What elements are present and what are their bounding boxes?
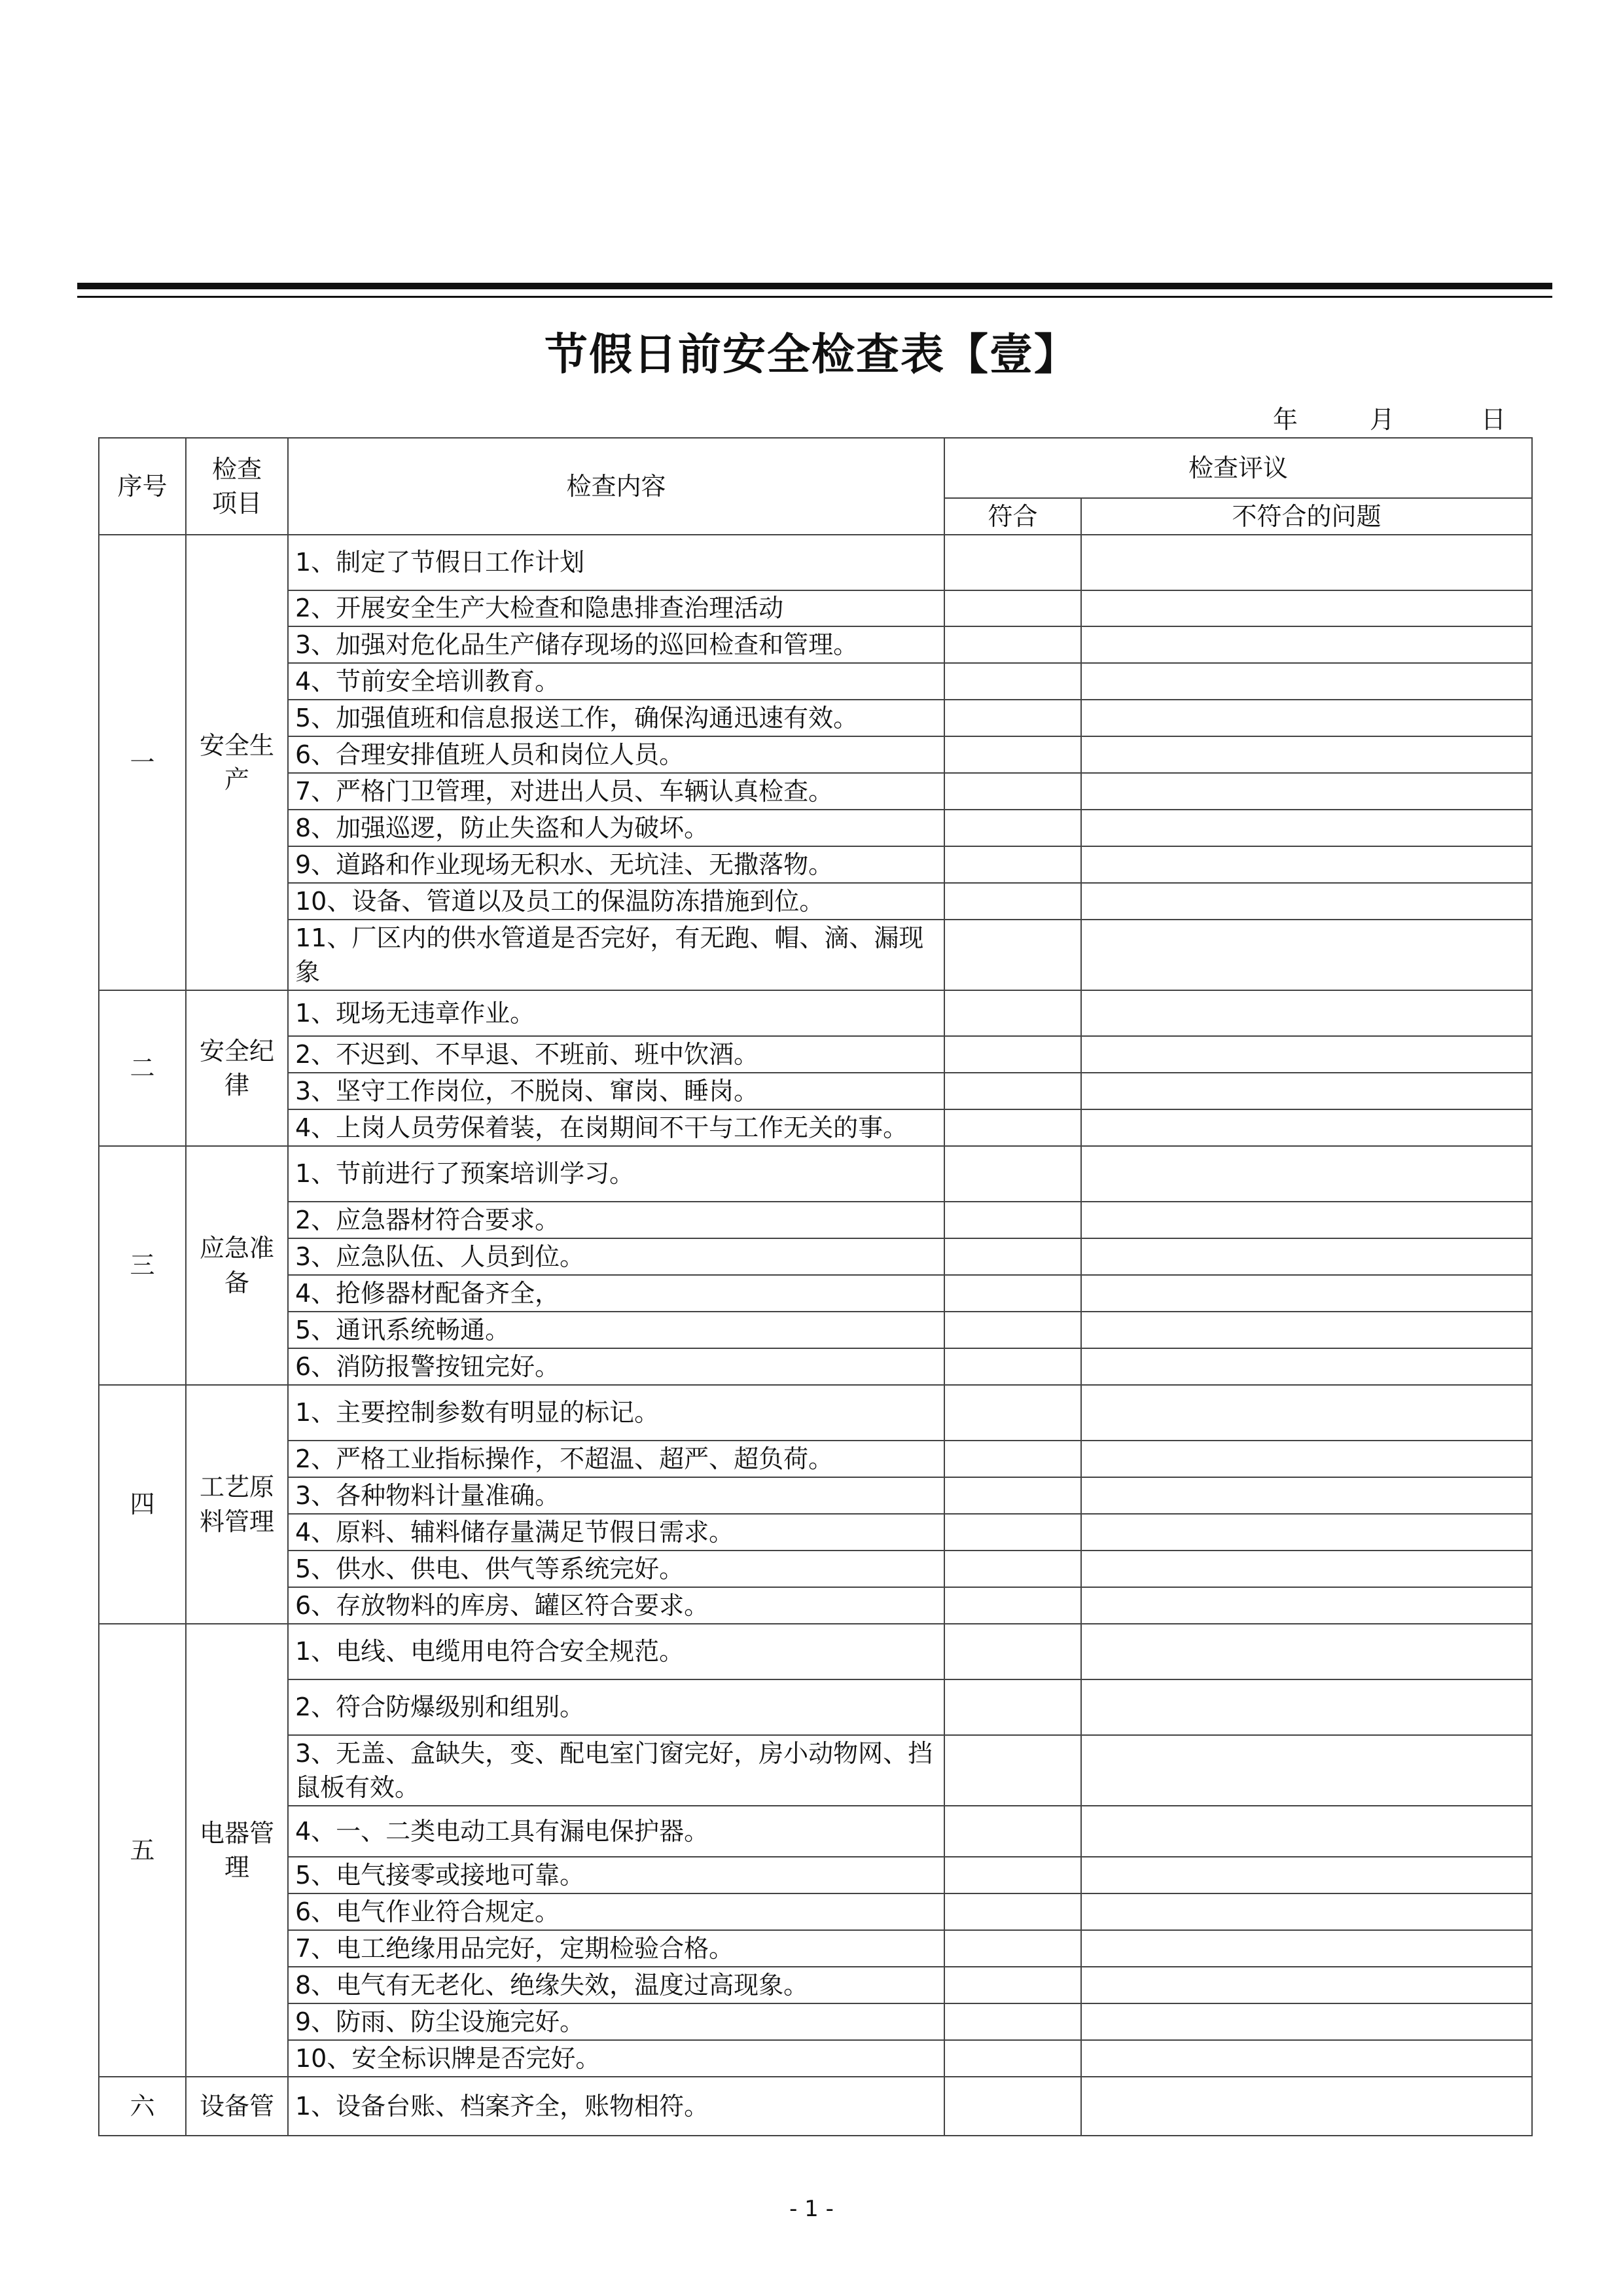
- issues-cell[interactable]: [1081, 1624, 1532, 1679]
- check-item: 1、制定了节假日工作计划: [288, 535, 944, 590]
- issues-cell[interactable]: [1081, 1806, 1532, 1857]
- table-row: [99, 1146, 1532, 1202]
- page-number: - 1 -: [789, 2196, 834, 2222]
- check-item: 2、开展安全生产大检查和隐患排查治理活动: [288, 590, 944, 626]
- check-item: 10、设备、管道以及员工的保温防冻措施到位。: [288, 883, 944, 920]
- issues-cell[interactable]: [1081, 990, 1532, 1036]
- issues-cell[interactable]: [1081, 810, 1532, 846]
- conform-cell[interactable]: [944, 1587, 1081, 1624]
- table-row: [99, 1514, 1532, 1551]
- check-item: 2、不迟到、不早退、不班前、班中饮酒。: [288, 1036, 944, 1073]
- table-row: [99, 1893, 1532, 1930]
- conform-cell[interactable]: [944, 700, 1081, 736]
- table-row: [99, 1202, 1532, 1238]
- inspection-table-container: [98, 437, 1531, 2136]
- issues-cell[interactable]: [1081, 920, 1532, 990]
- conform-cell[interactable]: [944, 1735, 1081, 1806]
- table-row: [99, 2077, 1532, 2136]
- check-item: 3、各种物料计量准确。: [288, 1477, 944, 1514]
- check-item: 4、一、二类电动工具有漏电保护器。: [288, 1806, 944, 1857]
- section-seq: 五: [99, 1624, 186, 2077]
- conform-cell[interactable]: [944, 920, 1081, 990]
- conform-cell[interactable]: [944, 773, 1081, 810]
- table-row: [99, 1036, 1532, 1073]
- check-item: 8、加强巡逻，防止失盗和人为破坏。: [288, 810, 944, 846]
- check-item: 5、通讯系统畅通。: [288, 1312, 944, 1348]
- issues-cell[interactable]: [1081, 1587, 1532, 1624]
- conform-cell[interactable]: [944, 1146, 1081, 1202]
- date-day-label: 日: [1481, 405, 1507, 434]
- issues-cell[interactable]: [1081, 700, 1532, 736]
- table-row: [99, 1385, 1532, 1441]
- conform-cell[interactable]: [944, 2040, 1081, 2077]
- conform-cell[interactable]: [944, 1312, 1081, 1348]
- header-rule-thin: [77, 296, 1552, 298]
- check-item: 9、防雨、防尘设施完好。: [288, 2003, 944, 2040]
- section-category: 应急准备: [186, 1146, 288, 1385]
- conform-cell[interactable]: [944, 1930, 1081, 1967]
- check-item: 5、供水、供电、供气等系统完好。: [288, 1551, 944, 1587]
- issues-cell[interactable]: [1081, 2040, 1532, 2077]
- issues-cell[interactable]: [1081, 1238, 1532, 1275]
- conform-cell[interactable]: [944, 2003, 1081, 2040]
- check-item: 3、坚守工作岗位，不脱岗、窜岗、睡岗。: [288, 1073, 944, 1109]
- table-row: [99, 700, 1532, 736]
- table-row: [99, 1073, 1532, 1109]
- issues-cell[interactable]: [1081, 1551, 1532, 1587]
- issues-cell[interactable]: [1081, 1477, 1532, 1514]
- page-title: 节假日前安全检查表【壹】: [544, 329, 1079, 380]
- date-year-label: 年: [1273, 405, 1298, 434]
- header-issues: 不符合的问题: [1081, 498, 1532, 535]
- issues-cell[interactable]: [1081, 590, 1532, 626]
- check-item: 4、原料、辅料储存量满足节假日需求。: [288, 1514, 944, 1551]
- header-conform: 符合: [944, 498, 1081, 535]
- check-item: 8、电气有无老化、绝缘失效，温度过高现象。: [288, 1967, 944, 2003]
- issues-cell[interactable]: [1081, 1146, 1532, 1202]
- conform-cell[interactable]: [944, 1073, 1081, 1109]
- check-item: 11、厂区内的供水管道是否完好，有无跑、帽、滴、漏现象: [288, 920, 944, 990]
- issues-cell[interactable]: [1081, 1967, 1532, 2003]
- section-seq: 三: [99, 1146, 186, 1385]
- conform-cell[interactable]: [944, 1275, 1081, 1312]
- check-item: 7、电工绝缘用品完好，定期检验合格。: [288, 1930, 944, 1967]
- table-row: [99, 1679, 1532, 1735]
- conform-cell[interactable]: [944, 1441, 1081, 1477]
- conform-cell[interactable]: [944, 990, 1081, 1036]
- table-row: [99, 590, 1532, 626]
- table-row: [99, 1930, 1532, 1967]
- conform-cell[interactable]: [944, 590, 1081, 626]
- check-item: 6、消防报警按钮完好。: [288, 1348, 944, 1385]
- issues-cell[interactable]: [1081, 535, 1532, 590]
- table-row: [99, 883, 1532, 920]
- conform-cell[interactable]: [944, 883, 1081, 920]
- conform-cell[interactable]: [944, 1477, 1081, 1514]
- conform-cell[interactable]: [944, 1202, 1081, 1238]
- issues-cell[interactable]: [1081, 1109, 1532, 1146]
- conform-cell[interactable]: [944, 1893, 1081, 1930]
- issues-cell[interactable]: [1081, 846, 1532, 883]
- table-row: [99, 1587, 1532, 1624]
- check-item: 5、加强值班和信息报送工作，确保沟通迅速有效。: [288, 700, 944, 736]
- table-row: [99, 846, 1532, 883]
- table-row: [99, 990, 1532, 1036]
- issues-cell[interactable]: [1081, 1679, 1532, 1735]
- section-seq: 一: [99, 535, 186, 990]
- check-item: 4、节前安全培训教育。: [288, 663, 944, 700]
- header-seq: 序号: [99, 438, 186, 535]
- table-row: [99, 736, 1532, 773]
- conform-cell[interactable]: [944, 1238, 1081, 1275]
- table-row: [99, 1806, 1532, 1857]
- section-category: 设备管: [186, 2077, 288, 2136]
- issues-cell[interactable]: [1081, 1385, 1532, 1441]
- issues-cell[interactable]: [1081, 1202, 1532, 1238]
- check-item: 4、上岗人员劳保着装，在岗期间不干与工作无关的事。: [288, 1109, 944, 1146]
- header-category: 检查 项目: [186, 438, 288, 535]
- issues-cell[interactable]: [1081, 1312, 1532, 1348]
- conform-cell[interactable]: [944, 1806, 1081, 1857]
- header-rule-thick: [77, 283, 1552, 289]
- check-item: 1、节前进行了预案培训学习。: [288, 1146, 944, 1202]
- issues-cell[interactable]: [1081, 2077, 1532, 2136]
- conform-cell[interactable]: [944, 663, 1081, 700]
- check-item: 3、应急队伍、人员到位。: [288, 1238, 944, 1275]
- check-item: 3、无盖、盒缺失，变、配电室门窗完好，房小动物网、挡鼠板有效。: [288, 1735, 944, 1806]
- issues-cell[interactable]: [1081, 1073, 1532, 1109]
- issues-cell[interactable]: [1081, 1857, 1532, 1893]
- issues-cell[interactable]: [1081, 1441, 1532, 1477]
- section-seq: 四: [99, 1385, 186, 1624]
- table-row: [99, 2003, 1532, 2040]
- check-item: 5、电气接零或接地可靠。: [288, 1857, 944, 1893]
- check-item: 1、电线、电缆用电符合安全规范。: [288, 1624, 944, 1679]
- check-item: 1、现场无违章作业。: [288, 990, 944, 1036]
- section-category: 安全生产: [186, 535, 288, 990]
- table-row: [99, 1735, 1532, 1806]
- conform-cell[interactable]: [944, 1514, 1081, 1551]
- table-row: [99, 1477, 1532, 1514]
- table-row: [99, 1275, 1532, 1312]
- section-seq: 六: [99, 2077, 186, 2136]
- check-item: 9、道路和作业现场无积水、无坑洼、无撒落物。: [288, 846, 944, 883]
- check-item: 1、主要控制参数有明显的标记。: [288, 1385, 944, 1441]
- check-item: 6、电气作业符合规定。: [288, 1893, 944, 1930]
- conform-cell[interactable]: [944, 846, 1081, 883]
- check-item: 7、严格门卫管理，对进出人员、车辆认真检查。: [288, 773, 944, 810]
- check-item: 1、设备台账、档案齐全，账物相符。: [288, 2077, 944, 2136]
- check-item: 6、存放物料的库房、罐区符合要求。: [288, 1587, 944, 1624]
- section-category: 安全纪律: [186, 990, 288, 1146]
- table-row: [99, 810, 1532, 846]
- table-row: [99, 1238, 1532, 1275]
- conform-cell[interactable]: [944, 1679, 1081, 1735]
- check-item: 6、合理安排值班人员和岗位人员。: [288, 736, 944, 773]
- table-row: [99, 1551, 1532, 1587]
- issues-cell[interactable]: [1081, 663, 1532, 700]
- inspection-table-body: [99, 535, 1532, 2136]
- header-review: 检查评议: [944, 438, 1532, 498]
- date-month-label: 月: [1370, 405, 1395, 434]
- section-category: 电器管理: [186, 1624, 288, 2077]
- issues-cell[interactable]: [1081, 773, 1532, 810]
- table-row: [99, 1967, 1532, 2003]
- conform-cell[interactable]: [944, 535, 1081, 590]
- conform-cell[interactable]: [944, 626, 1081, 663]
- conform-cell[interactable]: [944, 1551, 1081, 1587]
- table-row: [99, 1624, 1532, 1679]
- issues-cell[interactable]: [1081, 1514, 1532, 1551]
- table-row: [99, 2040, 1532, 2077]
- conform-cell[interactable]: [944, 1857, 1081, 1893]
- conform-cell[interactable]: [944, 1109, 1081, 1146]
- check-item: 2、应急器材符合要求。: [288, 1202, 944, 1238]
- table-row: [99, 626, 1532, 663]
- issues-cell[interactable]: [1081, 626, 1532, 663]
- issues-cell[interactable]: [1081, 1036, 1532, 1073]
- conform-cell[interactable]: [944, 736, 1081, 773]
- table-row: [99, 920, 1532, 990]
- conform-cell[interactable]: [944, 810, 1081, 846]
- check-item: 10、安全标识牌是否完好。: [288, 2040, 944, 2077]
- issues-cell[interactable]: [1081, 883, 1532, 920]
- issues-cell[interactable]: [1081, 736, 1532, 773]
- table-row: [99, 1312, 1532, 1348]
- conform-cell[interactable]: [944, 1967, 1081, 2003]
- conform-cell[interactable]: [944, 2077, 1081, 2136]
- table-row: [99, 1348, 1532, 1385]
- table-row: [99, 535, 1532, 590]
- section-category: 工艺原料管理: [186, 1385, 288, 1624]
- conform-cell[interactable]: [944, 1624, 1081, 1679]
- table-row: [99, 1109, 1532, 1146]
- issues-cell[interactable]: [1081, 2003, 1532, 2040]
- section-seq: 二: [99, 990, 186, 1146]
- issues-cell[interactable]: [1081, 1930, 1532, 1967]
- check-item: 3、加强对危化品生产储存现场的巡回检查和管理。: [288, 626, 944, 663]
- issues-cell[interactable]: [1081, 1893, 1532, 1930]
- issues-cell[interactable]: [1081, 1735, 1532, 1806]
- table-row: [99, 663, 1532, 700]
- table-row: [99, 1441, 1532, 1477]
- check-item: 2、符合防爆级别和组别。: [288, 1679, 944, 1735]
- table-row: [99, 1857, 1532, 1893]
- conform-cell[interactable]: [944, 1348, 1081, 1385]
- table-row: [99, 773, 1532, 810]
- inspection-table: [98, 437, 1533, 2136]
- check-item: 2、严格工业指标操作，不超温、超严、超负荷。: [288, 1441, 944, 1477]
- issues-cell[interactable]: [1081, 1275, 1532, 1312]
- conform-cell[interactable]: [944, 1385, 1081, 1441]
- check-item: 4、抢修器材配备齐全，: [288, 1275, 944, 1312]
- header-content: 检查内容: [288, 438, 944, 535]
- conform-cell[interactable]: [944, 1036, 1081, 1073]
- issues-cell[interactable]: [1081, 1348, 1532, 1385]
